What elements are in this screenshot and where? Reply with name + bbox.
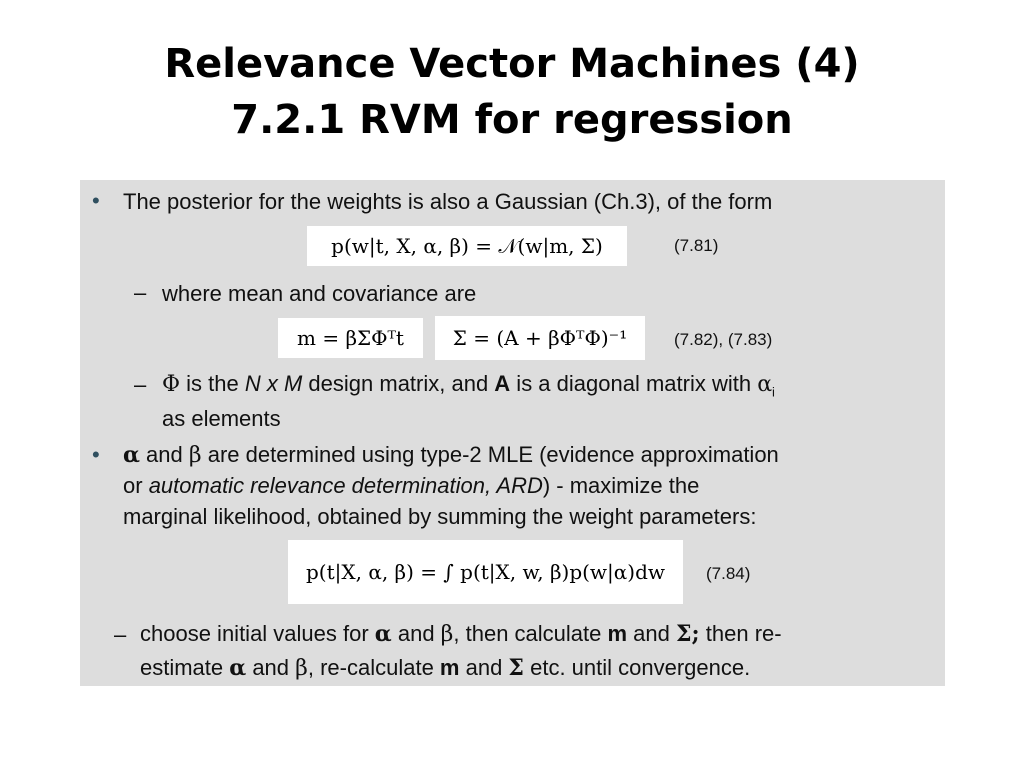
text-span: and (246, 655, 296, 680)
title-line-2: 7.2.1 RVM for regression (231, 97, 793, 143)
text-span: then re- (699, 621, 782, 646)
dash-marker: – (134, 372, 147, 397)
m-symbol: m (607, 621, 628, 646)
text-span: and (459, 655, 509, 680)
phi-symbol: Φ (162, 372, 181, 397)
text-span: choose initial values for (140, 621, 375, 646)
alpha-symbol: α (229, 655, 247, 681)
equation-number-7-84: (7.84) (706, 564, 751, 583)
bullet-dot: • (92, 188, 100, 213)
nxm-term: N x M (244, 371, 303, 396)
text-span: is a diagonal matrix with (510, 371, 758, 396)
sub3-line2 (140, 652, 750, 685)
equation-7-81: p(w|t, X, α, β) = 𝒩(w|m, Σ) (307, 226, 627, 266)
bullet2-line3: marginal likelihood, obtained by summing the weight parameters: (123, 504, 757, 529)
text-span: and (391, 621, 441, 646)
text-span: and (139, 442, 189, 467)
subscript-i: i (772, 384, 775, 400)
text-span: ) - maximize the (542, 473, 700, 498)
ard-term: automatic relevance determination, ARD (148, 473, 543, 498)
alpha-symbol: α (374, 621, 392, 647)
text-span: or (123, 473, 149, 498)
equation-7-82: m = βΣΦᵀt (278, 318, 423, 358)
bullet2-line1 (123, 439, 779, 472)
text-span: estimate (140, 655, 230, 680)
sub1-text: where mean and covariance are (162, 281, 477, 306)
text-span: are determined using type-2 MLE (evidence approximation (201, 442, 779, 467)
text-span: design matrix, and (302, 371, 495, 396)
sub3-line1 (140, 618, 782, 651)
matrix-a: A (494, 371, 511, 396)
text-span: is the (180, 371, 245, 396)
text-span: etc. until convergence. (523, 655, 751, 680)
dash-marker: – (114, 622, 127, 647)
beta-symbol: β (188, 443, 202, 468)
equation-7-83: Σ = (A + βΦᵀΦ)⁻¹ (435, 316, 645, 360)
content-panel (80, 180, 945, 686)
sigma-symbol: Σ; (676, 621, 700, 647)
equation-7-84: p(t|X, α, β) = ∫ p(t|X, w, β)p(w|α)dw (288, 540, 683, 604)
equation-number-7-82-7-83: (7.82), (7.83) (674, 330, 773, 349)
dash-marker: – (134, 280, 147, 305)
bullet-dot: • (92, 442, 100, 467)
beta-symbol: β (440, 622, 454, 647)
text-span: and (627, 621, 676, 646)
title-line-1: Relevance Vector Machines (4) (164, 41, 860, 87)
m-symbol: m (439, 655, 460, 680)
beta-symbol: β (295, 656, 308, 681)
alpha-symbol: α (123, 442, 140, 468)
equation-number-7-81: (7.81) (674, 236, 719, 255)
bullet2-line2 (123, 470, 699, 502)
sigma-symbol: Σ (508, 655, 524, 681)
sub2-line2: as elements (162, 406, 281, 431)
bullet1-text: The posterior for the weights is also a Gaussian (Ch.3), of the form (123, 189, 773, 214)
slide-title (0, 36, 1024, 148)
alpha-symbol: α (757, 372, 773, 397)
text-span: , re-calculate (307, 655, 440, 680)
text-span: , then calculate (453, 621, 608, 646)
